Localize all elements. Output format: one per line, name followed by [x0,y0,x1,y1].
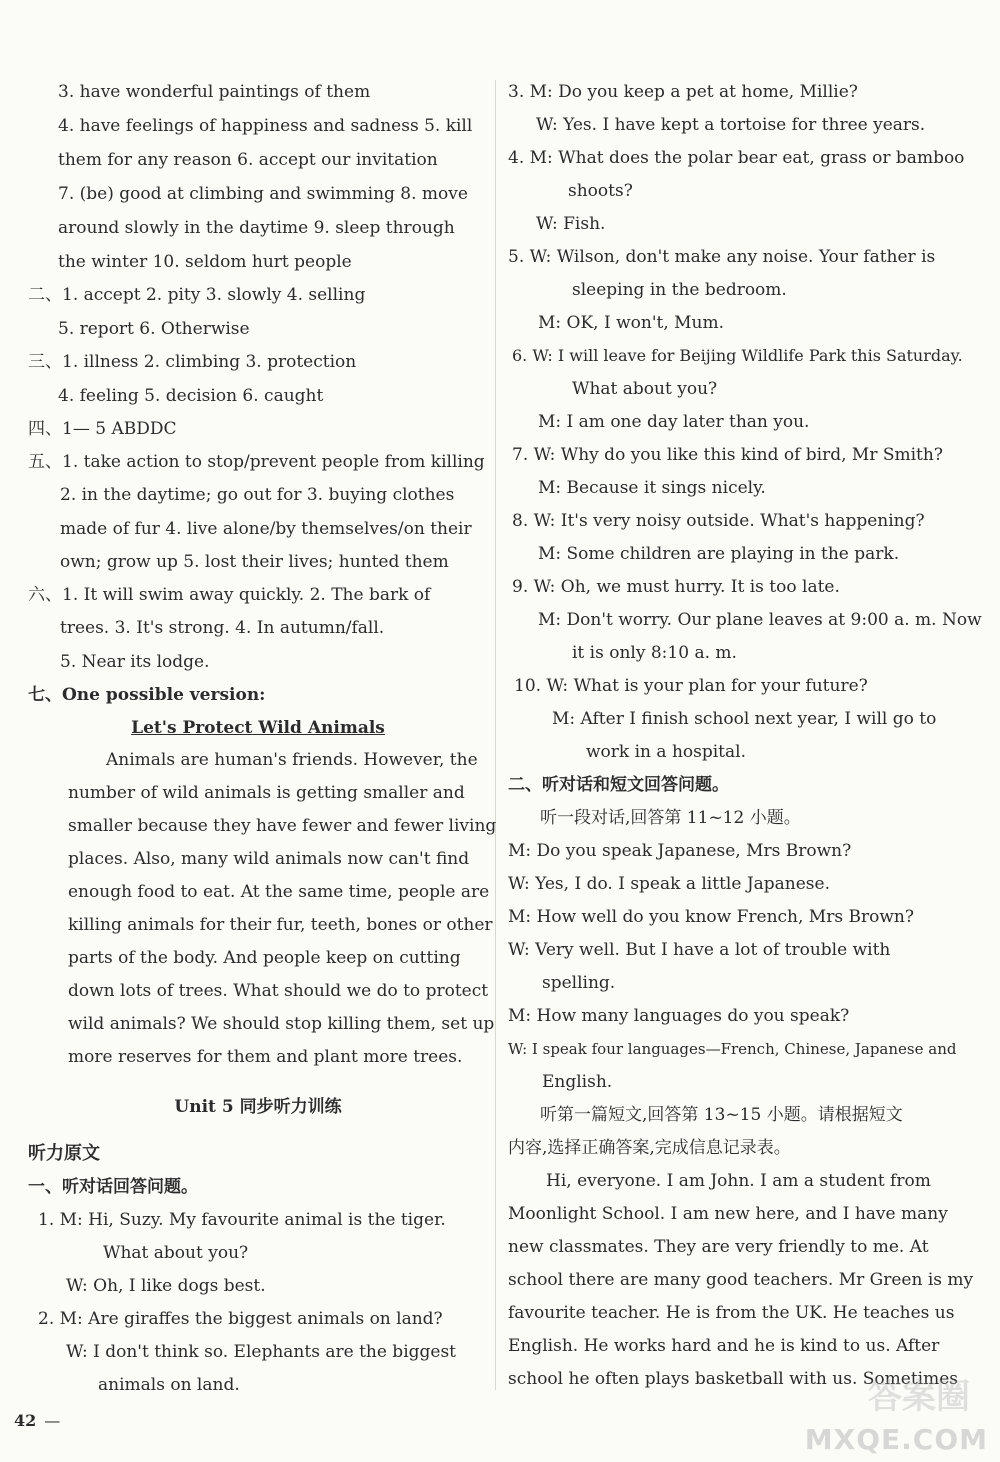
essay-line: enough food to eat. At the same time, people are [68,882,490,902]
dialog-line: spelling. [542,973,616,993]
passage-line: school he often plays basketball with us. Sometimes [508,1369,958,1389]
dialog-line: W: Yes, I do. I speak a little Japanese. [508,874,830,894]
dialog-line: M: Some children are playing in the park. [538,544,900,564]
section-title: 听力原文 [28,1143,100,1164]
dialog-line: 6. W: I will leave for Beijing Wildlife Park this Saturday. [512,346,963,365]
essay-line: places. Also, many wild animals now can't find [68,849,470,869]
dialog-line: it is only 8:10 a. m. [572,643,737,663]
passage-line: Moonlight School. I am new here, and I have many [508,1204,948,1224]
dialog-line: M: Don't worry. Our plane leaves at 9:00 a. m. Now [538,610,982,630]
dialog-line: M: Do you speak Japanese, Mrs Brown? [508,841,852,861]
dialog-line: 3. M: Do you keep a pet at home, Millie? [508,82,858,102]
dialog-line: M: OK, I won't, Mum. [538,313,725,333]
dialog-line: W: Very well. But I have a lot of trouble with [508,940,891,960]
dialog-line: 8. W: It's very noisy outside. What's happening? [512,511,925,531]
answer-line: 2. in the daytime; go out for 3. buying clothes [60,485,455,505]
instruction-line: 听一段对话,回答第 11~12 小题。 [540,808,801,828]
dialog-line: M: Because it sings nicely. [538,478,766,498]
watermark-logo: 答案圈 [868,1377,970,1417]
footer-dash: — [44,1411,61,1430]
passage-line: new classmates. They are very friendly to me. At [508,1237,929,1257]
instruction-line: 听第一篇短文,回答第 13~15 小题。请根据短文 [540,1105,903,1125]
passage-line: English. He works hard and he is kind to us. After [508,1336,940,1356]
answer-line: 7. (be) good at climbing and swimming 8. move [58,184,468,204]
dialog-line: 7. W: Why do you like this kind of bird, Mr Smith? [512,445,943,465]
answer-line: 六、1. It will swim away quickly. 2. The bark of [28,585,431,605]
answer-line: trees. 3. It's strong. 4. In autumn/fall. [60,618,385,638]
page-number: 42 [14,1411,37,1430]
dialog-line: 1. M: Hi, Suzy. My favourite animal is the tiger. [38,1210,446,1230]
dialog-line: M: How many languages do you speak? [508,1006,850,1026]
essay-title: Let's Protect Wild Animals [131,718,385,738]
passage-line: school there are many good teachers. Mr Green is my [508,1270,974,1290]
dialog-line: sleeping in the bedroom. [572,280,787,300]
dialog-line: 2. M: Are giraffes the biggest animals on land? [38,1309,443,1329]
unit-title: Unit 5 同步听力训练 [174,1097,342,1117]
dialog-line: 4. M: What does the polar bear eat, grass or bamboo [508,148,965,168]
answer-line: 3. have wonderful paintings of them [58,82,371,102]
answer-line: 四、1— 5 ABDDC [28,419,177,439]
instruction-line: 内容,选择正确答案,完成信息记录表。 [508,1138,791,1158]
essay-line: more reserves for them and plant more trees. [68,1047,463,1067]
dialog-line: W: I don't think so. Elephants are the biggest [66,1342,457,1362]
answer-line: 三、1. illness 2. climbing 3. protection [28,352,357,372]
dialog-line: work in a hospital. [586,742,746,762]
essay-line: wild animals? We should stop killing them, set up [68,1014,495,1034]
answer-line: the winter 10. seldom hurt people [58,252,352,272]
answer-line: around slowly in the daytime 9. sleep through [58,218,455,238]
dialog-line: English. [542,1072,613,1092]
watermark-text: MXQE.COM [804,1423,988,1456]
section-heading: 七、One possible version: [28,685,266,705]
dialog-line: M: How well do you know French, Mrs Brown? [508,907,914,927]
dialog-line: M: I am one day later than you. [538,412,810,432]
dialog-line: W: Oh, I like dogs best. [66,1276,266,1296]
essay-line: parts of the body. And people keep on cutting [68,948,461,968]
answer-line: 4. have feelings of happiness and sadness 5. kill [58,116,473,136]
page-footer [14,1411,60,1430]
dialog-line: 5. W: Wilson, don't make any noise. Your father is [508,247,936,267]
dialog-line: M: After I finish school next year, I will go to [552,709,937,729]
essay-line: smaller because they have fewer and fewer living [68,816,497,836]
dialog-line: animals on land. [98,1375,240,1395]
dialog-line: W: Fish. [536,214,606,234]
answer-line: 4. feeling 5. decision 6. caught [58,386,324,406]
answer-line: 5. report 6. Otherwise [58,319,250,339]
answer-line: them for any reason 6. accept our invitation [58,150,438,170]
passage-line: Hi, everyone. I am John. I am a student from [546,1171,931,1191]
part-title: 一、听对话回答问题。 [28,1177,198,1197]
essay-line: killing animals for their fur, teeth, bones or other [68,915,493,935]
essay-line: number of wild animals is getting smaller and [68,783,465,803]
answer-line: made of fur 4. live alone/by themselves/on their [60,519,472,539]
column-divider [495,80,496,1390]
passage-line: favourite teacher. He is from the UK. He teaches us [508,1303,955,1323]
answer-line: 五、1. take action to stop/prevent people from killing [28,452,485,472]
dialog-line: 9. W: Oh, we must hurry. It is too late. [512,577,840,597]
essay-line: down lots of trees. What should we do to protect [68,981,489,1001]
essay-line: Animals are human's friends. However, the [106,750,478,770]
answer-line: 5. Near its lodge. [60,652,210,672]
dialog-line: W: I speak four languages—French, Chinese, Japanese and [508,1040,957,1058]
part-title: 二、听对话和短文回答问题。 [508,775,729,795]
answer-line: 二、1. accept 2. pity 3. slowly 4. selling [28,285,366,305]
dialog-line: What about you? [572,379,718,399]
dialog-line: shoots? [568,181,633,201]
dialog-line: W: Yes. I have kept a tortoise for three years. [536,115,926,135]
dialog-line: 10. W: What is your plan for your future? [514,676,868,696]
answer-line: own; grow up 5. lost their lives; hunted them [60,552,449,572]
dialog-line: What about you? [103,1243,249,1263]
